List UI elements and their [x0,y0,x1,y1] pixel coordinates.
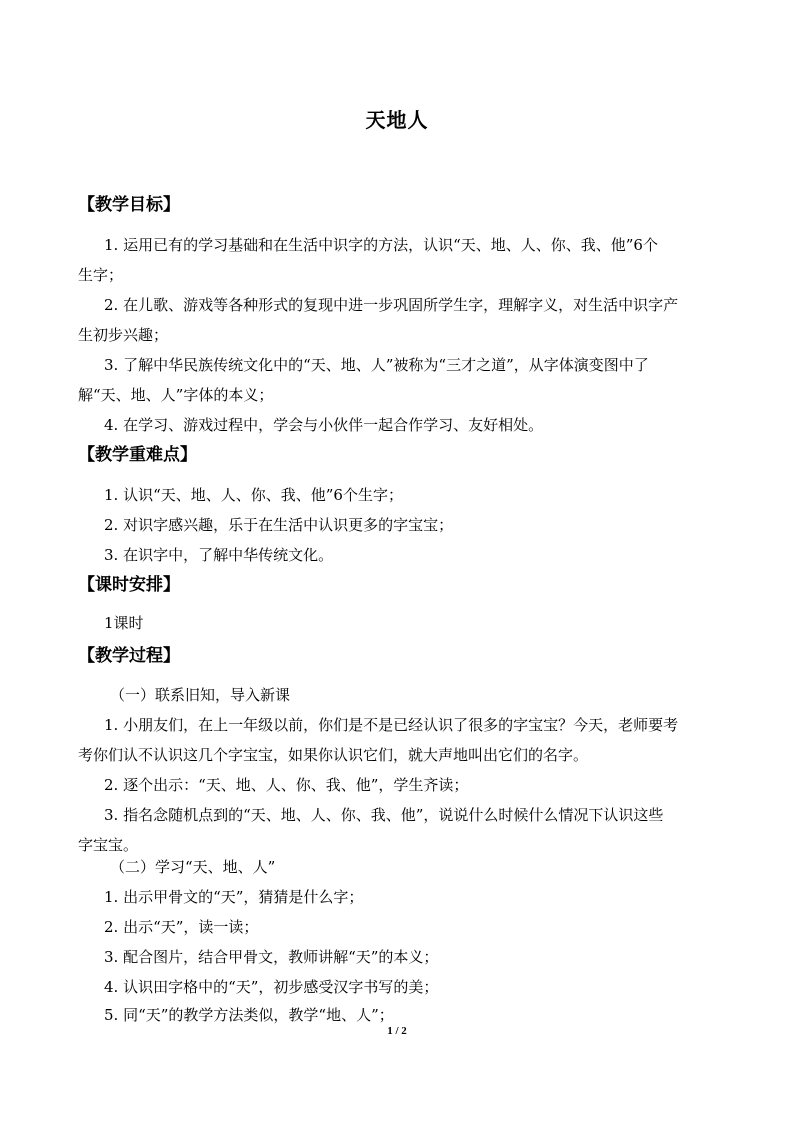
section-heading-key-points: 【教学重难点】 [78,445,197,465]
paragraph-line: 2. 在儿歌、游戏等各种形式的复现中进一步巩固所学生字，理解字义，对生活中识字产 [104,296,679,314]
paragraph-line: 3. 指名念随机点到的“天、地、人、你、我、他”，说说什么时候什么情况下认识这些 [104,806,664,824]
paragraph-line: 2. 出示“天”，读一读； [104,918,259,936]
section-heading-process: 【教学过程】 [78,646,180,666]
paragraph-line: 2. 逐个出示：“天、地、人、你、我、他”，学生齐读； [104,776,469,794]
paragraph-line: 1. 出示甲骨文的“天”，猜猜是什么字； [104,888,364,906]
section-heading-goals: 【教学目标】 [78,195,180,215]
paragraph-line: 1. 小朋友们，在上一年级以前，你们是不是已经认识了很多的字宝宝？今天，老师要考 [104,716,679,734]
paragraph-line: 1. 运用已有的学习基础和在生活中识字的方法，认识“天、地、人、你、我、他”6个 [104,236,658,254]
paragraph-line: 生字； [78,266,124,284]
subsection-heading: （二）学习“天、地、人” [110,858,276,876]
paragraph-line: 3. 配合图片，结合甲骨文，教师讲解“天”的本义； [104,948,439,966]
paragraph-line: 解“天、地、人”字体的本义； [78,386,274,404]
paragraph-line: 字宝宝。 [78,836,139,854]
subsection-heading: （一）联系旧知，导入新课 [110,686,291,704]
document-title: 天地人 [365,108,429,132]
paragraph-line: 3. 在识字中，了解中华传统文化。 [104,546,334,564]
paragraph-line: 考你们认不认识这几个字宝宝，如果你认识它们，就大声地叫出它们的名字。 [78,746,589,764]
paragraph-line: 生初步兴趣； [78,326,169,344]
paragraph-line: 5. 同“天”的教学方法类似，教学“地、人”； [104,1006,394,1024]
section-heading-schedule: 【课时安排】 [78,575,180,595]
paragraph-line: 2. 对识字感兴趣，乐于在生活中认识更多的字宝宝； [104,516,454,534]
page-number: 1 / 2 [387,1025,407,1037]
paragraph-line: 1课时 [104,614,144,632]
paragraph-line: 4. 认识田字格中的“天”，初步感受汉字书写的美； [104,978,439,996]
paragraph-line: 4. 在学习、游戏过程中，学会与小伙伴一起合作学习、友好相处。 [104,416,544,434]
paragraph-line: 3. 了解中华民族传统文化中的“天、地、人”被称为“三才之道”，从字体演变图中了 [104,356,649,374]
paragraph-line: 1. 认识“天、地、人、你、我、他”6个生字； [104,486,403,504]
